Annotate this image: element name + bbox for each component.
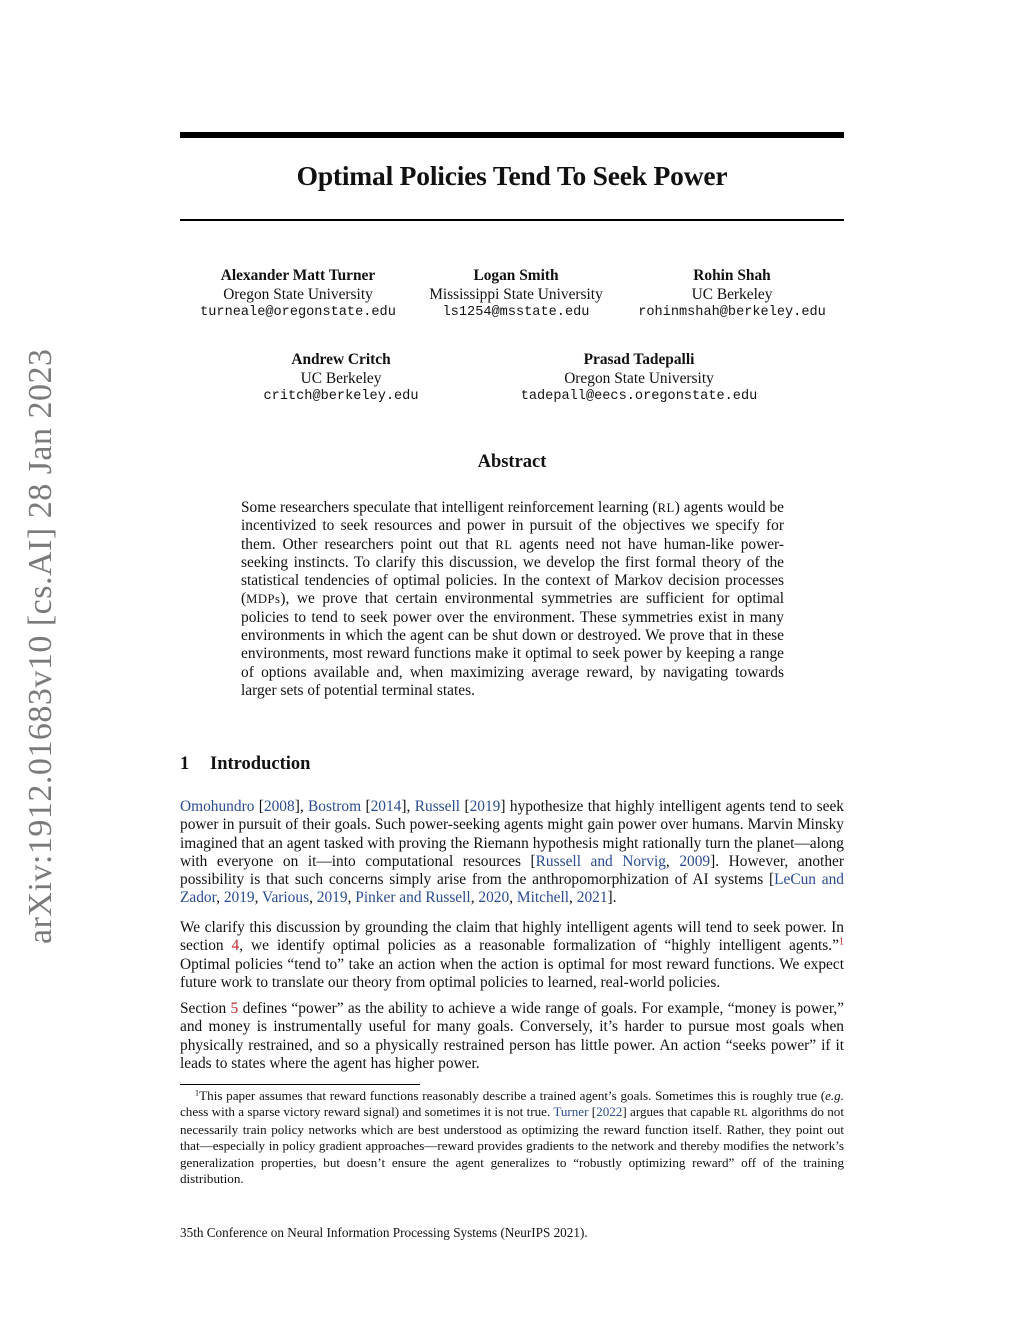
author-email[interactable]: critch@berkeley.edu [263,389,419,404]
venue-footer: 35th Conference on Neural Information Processing Systems (NeurIPS 2021). [180,1225,588,1240]
intro-paragraph: Section 5 defines “power” as the ability to achieve a wide range of goals. For example, “money is power,” and money is instrumentally useful for many goals. Conversely, it’s harder to pursue most goals when physically restrained, and so a physically restrained person has little power. An action “seeks power” if it leads to states where the agent has higher power. [180,1000,845,1072]
citation-link[interactable]: Pinker and Russell [355,889,471,907]
section-ref-link[interactable]: 4 [231,937,240,955]
author-affiliation: UC Berkeley [300,369,382,387]
citation-link[interactable]: Mitchell [516,889,570,907]
citation-year-link[interactable]: 2009 [679,852,711,870]
citation-link[interactable]: Turner [553,1104,589,1120]
author-block [170,267,426,323]
citation-year-link[interactable]: 2021 [576,889,608,907]
author-name: Logan Smith [473,267,559,284]
author-name: Andrew Critch [291,351,391,368]
section-title: Introduction [210,754,311,774]
section-number: 1 [180,754,190,774]
author-block [499,351,779,407]
abstract-heading: Abstract [477,452,547,472]
title-top-rule [180,132,844,138]
arxiv-stamp: arXiv:1912.01683v10 [cs.AI] 28 Jan 2023 [22,348,59,944]
footnote: $^1$This paper assumes that reward functions reasonably describe a trained agent’s goals. Sometimes this is roughly true (e.g. chess with a sparse victory reward signal) and sometimes it is not true. Turner [2022] argues that capable RL algorithms do not necessarily train policy networks which are best understood as optimizing the reward function itself. Rather, they point out that—especially in policy gradient approaches—reward provides gradients to the network and thereby modifies the network’s generalization properties, but doesn’t ensure the agent generalizes to “robustly optimizing reward” off of the training distribution. [180,1087,844,1187]
abstract-body: Some researchers speculate that intelligent reinforcement learning (RL) agents would be incentivized to seek resources and power in pursuit of the objectives we specify for them. Other researchers point out that RL agents need not have human-like power-seeking instincts. To clarify this discussion, we develop the first formal theory of the statistical tendencies of optimal policies. In the context of Markov decision processes (MDPs), we prove that certain environmental symmetries are sufficient for optimal policies to tend to seek power over the environment. These symmetries exist in many environments in which the agent can be shut down or destroyed. We prove that in these environments, most reward functions make it optimal to seek power by keeping a range of options available and, when maximizing average reward, by navigating towards larger sets of potential terminal states. [241,499,785,699]
author-block [400,267,632,323]
rl-acronym: RL [495,537,513,552]
citation-link[interactable]: Omohundro [180,798,255,815]
section-ref-link[interactable]: 5 [230,1000,239,1017]
author-affiliation: Oregon State University [223,285,373,303]
citation-year-link[interactable]: 2014 [370,798,402,815]
citation-link[interactable]: Various [262,889,310,907]
intro-paragraph: We clarify this discussion by grounding the claim that highly intelligent agents will tend to seek power. In section 4, we identify optimal policies as a reasonable formalization of “highly intelligent agents.”$^1$ Optimal policies “tend to” take an action when the action is optimal for most reward functions. We expect future work to translate our theory from optimal policies to learned, real-world policies. [180,919,844,991]
eg-abbrev: e.g. [825,1088,844,1103]
author-affiliation: Mississippi State University [429,285,603,303]
citation-link[interactable]: Russell [414,798,461,815]
author-affiliation: Oregon State University [564,369,714,387]
footnote-ref-link[interactable]: 1 [838,936,844,948]
intro-paragraph: Omohundro [2008], Bostrom [2014], Russell [2019] hypothesize that highly intelligent agents tend to seek power in pursuit of their goals. Such power-seeking agents might gain power over humans. Marvin Minsky imagined that an agent tasked with proving the Riemann hypothesis might rationally turn the planet—along with everyone on it—into computational resources [Russell and Norvig, 2009]. However, another possibility is that such concerns simply arise from the anthropomorphization of AI systems [LeCun and Zador, 2019, Various, 2019, Pinker and Russell, 2020, Mitchell, 2021]. [180,798,844,907]
author-email[interactable]: turneale@oregonstate.edu [200,305,396,320]
footnote-rule [180,1084,420,1085]
author-email[interactable]: ls1254@msstate.edu [442,305,590,320]
title-bottom-rule [180,219,844,221]
citation-link[interactable]: Bostrom [308,798,362,815]
citation-year-link[interactable]: 2019 [469,798,501,815]
citation-link[interactable]: Russell and Norvig [535,852,666,870]
author-name: Rohin Shah [693,267,771,284]
author-name: Alexander Matt Turner [220,267,376,284]
citation-year-link[interactable]: 2020 [478,889,510,907]
author-email[interactable]: tadepall@eecs.oregonstate.edu [520,389,758,404]
citation-year-link[interactable]: 2019 [316,889,348,907]
author-block [612,267,852,323]
citation-link[interactable]: LeCun and Zador [180,871,844,907]
author-name: Prasad Tadepalli [583,351,695,368]
rl-acronym: RL [657,501,675,515]
citation-year-link[interactable]: 2019 [223,889,255,907]
rl-acronym: RL [733,1107,749,1120]
footnote-mark: 1 [194,1087,200,1098]
mdps-acronym: MDPs [246,592,281,607]
author-email[interactable]: rohinmshah@berkeley.edu [638,305,826,320]
section-heading [180,754,310,775]
paper-title: Optimal Policies Tend To Seek Power [296,160,728,191]
citation-year-link[interactable]: 2008 [263,798,295,815]
author-block [231,351,451,407]
citation-year-link[interactable]: 2022 [596,1104,623,1120]
author-affiliation: UC Berkeley [691,285,773,303]
